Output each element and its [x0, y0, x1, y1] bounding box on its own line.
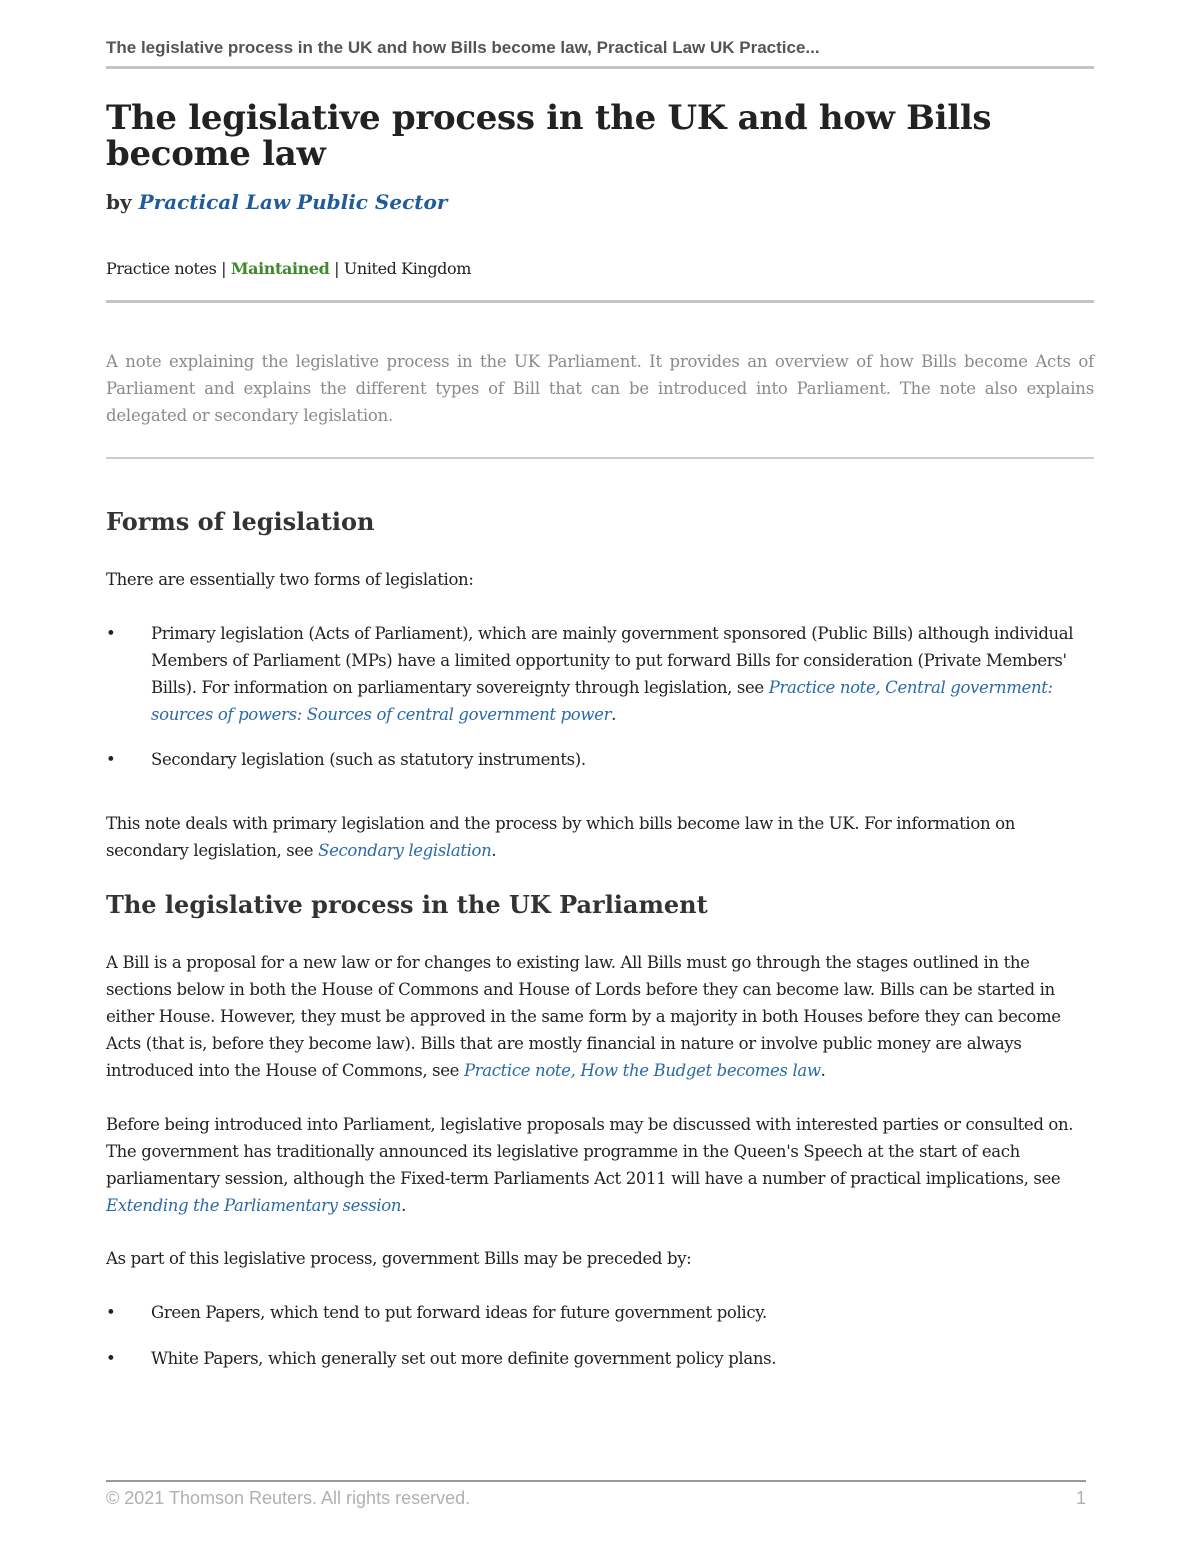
author-link[interactable]: Practical Law Public Sector	[138, 190, 448, 214]
byline	[106, 190, 447, 214]
bullet-icon: •	[106, 624, 116, 643]
how-the-budget-becomes-law-link[interactable]: Practice note, How the Budget becomes law	[463, 1061, 821, 1080]
bullet-icon: •	[106, 750, 116, 769]
list-item	[106, 1299, 1094, 1326]
list-item	[106, 746, 1094, 773]
running-header: The legislative process in the UK and how Bills become law, Practical Law UK Practice...	[106, 38, 820, 57]
section-heading-forms-of-legislation: Forms of legislation	[106, 507, 375, 536]
paragraph-body: This note deals with primary legislation and the process by which bills become law in the UK. For information on secondary legislation, see	[106, 814, 1015, 860]
list-item	[106, 620, 1094, 730]
abstract: A note explaining the legislative process in the UK Parliament. It provides an overview of how Bills become Acts of Parliament and explains the different types of Bill that can be introduced into Parliament. The note also explains delegated or secondary legislation.	[106, 352, 1094, 425]
section1-intro: There are essentially two forms of legislation:	[106, 570, 474, 589]
section2-paragraph-3: As part of this legislative process, government Bills may be preceded by:	[106, 1249, 692, 1268]
document-title: The legislative process in the UK and how Bills become law	[106, 98, 992, 174]
section-heading-legislative-process: The legislative process in the UK Parliament	[106, 890, 708, 919]
meta-jurisdiction: United Kingdom	[343, 259, 472, 278]
practice-note-central-government-link[interactable]: Practice note, Central government: sources of powers: Sources of central government power	[151, 678, 1053, 724]
punctuation: .	[611, 705, 617, 724]
footer	[106, 1488, 1086, 1509]
punctuation: .	[820, 1061, 826, 1080]
list-item	[106, 1345, 1094, 1372]
section2-paragraph-2	[106, 1111, 1094, 1219]
status-badge: Maintained	[230, 259, 330, 278]
list-item-text: Secondary legislation (such as statutory instruments).	[151, 750, 586, 769]
header-rule	[106, 66, 1094, 69]
document-meta	[106, 259, 471, 278]
byline-prefix: by	[106, 190, 132, 214]
meta-separator: |	[334, 259, 340, 278]
list-item-text: White Papers, which generally set out more definite government policy plans.	[151, 1349, 777, 1368]
paragraph-body: A Bill is a proposal for a new law or for changes to existing law. All Bills must go through the stages outlined in the sections below in both the House of Commons and House of Lords before they can become law. Bills can be started in either House. However, they must be approved in the same form by a majority in both Houses before they can become Acts (that is, before they become law). Bills that are mostly financial in nature or involve public money are always introduced into the House of Commons, see	[106, 953, 1061, 1080]
secondary-legislation-link[interactable]: Secondary legislation	[318, 841, 492, 860]
abstract-rule	[106, 457, 1094, 459]
meta-type: Practice notes	[106, 259, 217, 278]
punctuation: .	[401, 1196, 407, 1215]
paragraph-body: Before being introduced into Parliament, legislative proposals may be discussed with interested parties or consulted on. The government has traditionally announced its legislative programme in the Queen's Speech at the start of each parliamentary session, although the Fixed-term Parliaments Act 2011 will have a number of practical implications, see	[106, 1115, 1074, 1188]
page-number: 1	[1075, 1488, 1086, 1508]
section1-paragraph	[106, 810, 1094, 864]
meta-rule	[106, 300, 1094, 303]
section2-paragraph-1	[106, 949, 1094, 1084]
list-item-text	[151, 620, 1094, 728]
list-item-body: Primary legislation (Acts of Parliament), which are mainly government sponsored (Public Bills) although individual Members of Parliament (MPs) have a limited opportunity to put forward Bills for consideration (Private Members' Bills). For information on parliamentary sovereignty through legislation, see	[151, 624, 1074, 697]
footer-rule	[106, 1480, 1086, 1482]
extending-parliamentary-session-link[interactable]: Extending the Parliamentary session	[106, 1196, 402, 1215]
bullet-icon: •	[106, 1349, 116, 1368]
punctuation: .	[491, 841, 497, 860]
bullet-icon: •	[106, 1303, 116, 1322]
copyright-notice: © 2021 Thomson Reuters. All rights reserved.	[106, 1488, 471, 1508]
list-item-text: Green Papers, which tend to put forward ideas for future government policy.	[151, 1303, 767, 1322]
meta-separator: |	[221, 259, 227, 278]
